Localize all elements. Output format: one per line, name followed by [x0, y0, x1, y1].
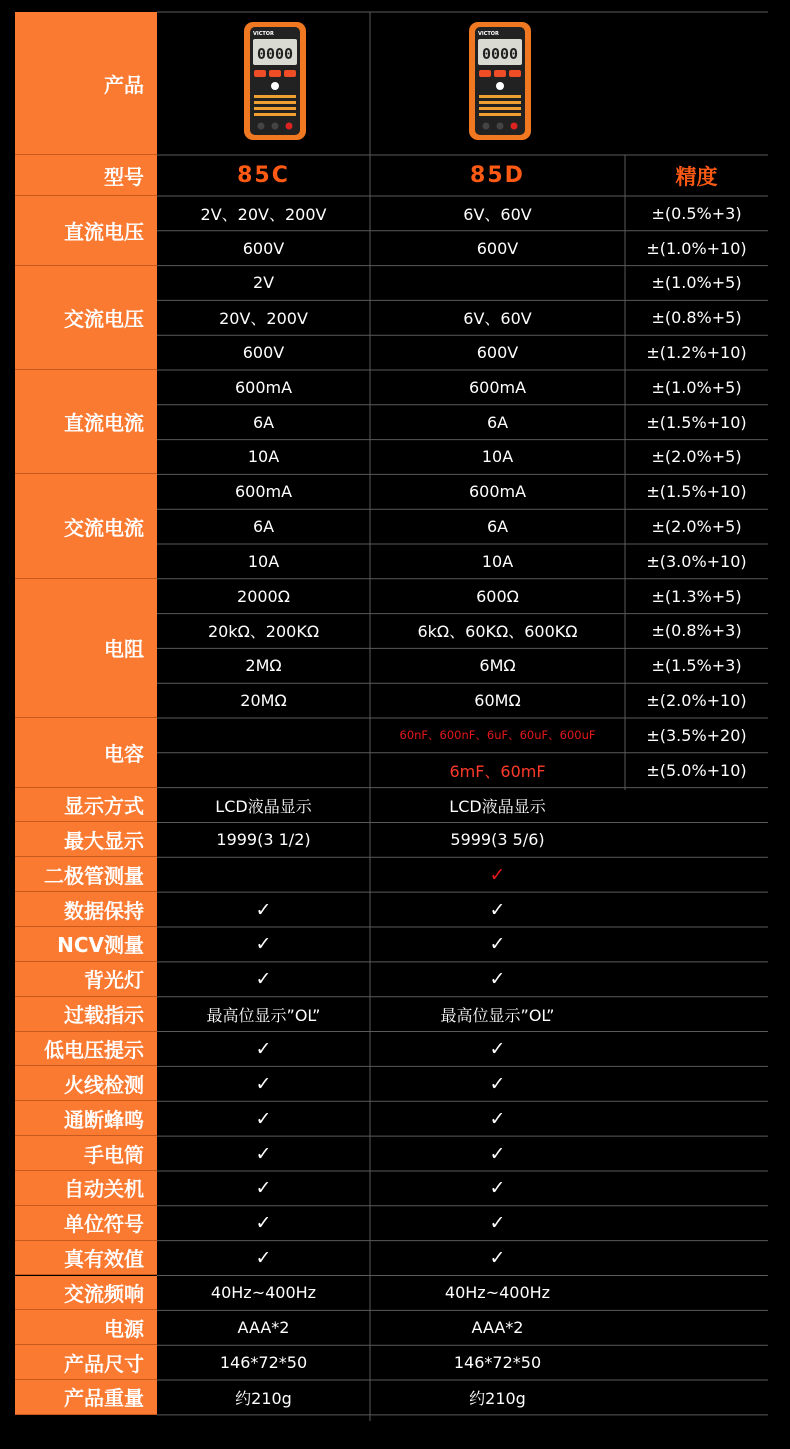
feature-85d-value: ✓ — [489, 1247, 506, 1270]
multimeter-85d-image — [469, 22, 531, 144]
spec-85c-value: 600V — [242, 343, 285, 363]
accuracy-value: ±(5.0%+10) — [646, 760, 747, 780]
spec-85d-value: 600Ω — [476, 586, 519, 606]
row-header-feature: 单位符号 — [15, 1206, 157, 1241]
feature-85c-value: ✓ — [255, 968, 272, 991]
feature-85d-value: ✓ — [489, 863, 506, 886]
row-header-dc-voltage: 直流电压 — [15, 196, 157, 266]
row-header-feature: 手电筒 — [15, 1136, 157, 1171]
accuracy-value: ±(1.5%+10) — [646, 482, 747, 502]
row-header-feature: 低电压提示 — [15, 1032, 157, 1067]
accuracy-value: ±(3.5%+20) — [646, 725, 747, 745]
row-header-model: 型号 — [15, 155, 157, 196]
feature-85d-value: ✓ — [489, 1177, 506, 1200]
row-header-capacitance: 电容 — [15, 718, 157, 788]
spec-85c-value: 20kΩ、200KΩ — [207, 622, 320, 642]
feature-85d-value: ✓ — [489, 898, 506, 921]
spec-85c-value: 10A — [247, 447, 280, 467]
accuracy-value: ±(3.0%+10) — [646, 551, 747, 571]
spec-85d-value: 60nF、600nF、6uF、60uF、600uF — [399, 728, 596, 743]
feature-85d-value: 40Hz~400Hz — [444, 1283, 551, 1303]
feature-85d-value: 146*72*50 — [453, 1353, 542, 1373]
feature-85c-value: 1999(3 1/2) — [216, 830, 311, 850]
feature-85d-value: ✓ — [489, 968, 506, 991]
row-header-feature: 二极管测量 — [15, 857, 157, 892]
feature-85c-value: ✓ — [255, 1037, 272, 1060]
spec-85d-value: 6A — [486, 517, 509, 537]
spec-85c-value: 600V — [242, 238, 285, 258]
meter-lcd-text: 0000 — [481, 45, 519, 63]
row-header-feature: 火线检测 — [15, 1066, 157, 1101]
feature-85c-value: 最高位显示”OL” — [206, 1005, 321, 1025]
spec-85c-value — [157, 718, 370, 753]
spec-85c-value: 6A — [252, 412, 275, 432]
feature-85d-value: LCD液晶显示 — [449, 796, 546, 816]
feature-85d-value: AAA*2 — [471, 1318, 524, 1338]
accuracy-value: ±(0.5%+3) — [651, 203, 742, 223]
spec-85c-value: 6A — [252, 517, 275, 537]
feature-85c-value: ✓ — [255, 898, 272, 921]
feature-85c-value: ✓ — [255, 1072, 272, 1095]
model-85c: 85C — [237, 163, 290, 188]
row-header-feature: 真有效值 — [15, 1241, 157, 1276]
spec-85d-value: 6kΩ、60KΩ、600KΩ — [417, 622, 578, 642]
spec-85d-value: 6V、60V — [463, 204, 532, 224]
feature-85c-value: 146*72*50 — [219, 1353, 308, 1373]
accuracy-value: ±(0.8%+5) — [651, 308, 742, 328]
feature-85c-value — [157, 857, 370, 892]
row-header-ac-voltage: 交流电压 — [15, 266, 157, 370]
feature-85c-value: ✓ — [255, 1107, 272, 1130]
feature-85d-value: ✓ — [489, 1212, 506, 1235]
meter-brand-text: VICTOR — [253, 31, 274, 37]
feature-85c-value: ✓ — [255, 1177, 272, 1200]
accuracy-value: ±(1.5%+10) — [646, 412, 747, 432]
feature-85c-value: AAA*2 — [237, 1318, 290, 1338]
row-header-feature: 自动关机 — [15, 1171, 157, 1206]
spec-85c-value: 2000Ω — [237, 586, 290, 606]
spec-85d-value: 600mA — [468, 377, 527, 397]
accuracy-value: ±(1.0%+5) — [651, 273, 742, 293]
feature-85d-value: ✓ — [489, 1072, 506, 1095]
feature-85d-value: 约210g — [469, 1388, 526, 1408]
spec-85d-value: 6MΩ — [479, 656, 516, 676]
row-header-product: 产品 — [15, 12, 157, 155]
meter-brand-text: VICTOR — [478, 31, 499, 37]
spec-85d-value — [370, 266, 625, 301]
row-header-feature: 产品尺寸 — [15, 1345, 157, 1380]
spec-85d-value: 6A — [486, 412, 509, 432]
feature-85c-value: ✓ — [255, 1247, 272, 1270]
row-header-feature: 显示方式 — [15, 788, 157, 823]
multimeter-85c-image — [244, 22, 306, 144]
spec-85c-value: 2V — [252, 273, 275, 293]
accuracy-value: ±(0.8%+3) — [651, 621, 742, 641]
row-header-feature: NCV测量 — [15, 927, 157, 962]
spec-85c-value: 2MΩ — [245, 656, 282, 676]
feature-85d-value: 最高位显示”OL” — [440, 1005, 555, 1025]
accuracy-value: ±(1.3%+5) — [651, 586, 742, 606]
row-header-feature: 交流频响 — [15, 1276, 157, 1311]
spec-85d-value: 10A — [481, 447, 514, 467]
spec-85d-value: 600V — [476, 238, 519, 258]
spec-85c-value: 20V、200V — [219, 309, 308, 329]
row-header-feature: 通断蜂鸣 — [15, 1101, 157, 1136]
row-header-feature: 数据保持 — [15, 892, 157, 927]
row-header-ac-current: 交流电流 — [15, 474, 157, 578]
spec-85c-value: 2V、20V、200V — [200, 204, 327, 224]
accuracy-value: ±(2.0%+5) — [651, 517, 742, 537]
accuracy-value: ±(2.0%+10) — [646, 691, 747, 711]
feature-85d-value: ✓ — [489, 933, 506, 956]
feature-85d-value: ✓ — [489, 1142, 506, 1165]
feature-85c-value: ✓ — [255, 1142, 272, 1165]
spec-85d-value: 6V、60V — [463, 309, 532, 329]
spec-85c-value: 600mA — [234, 482, 293, 502]
row-header-feature: 产品重量 — [15, 1380, 157, 1415]
feature-85d-value: ✓ — [489, 1107, 506, 1130]
spec-85c-value: 10A — [247, 551, 280, 571]
accuracy-value: ±(1.5%+3) — [651, 656, 742, 676]
spec-85d-value: 6mF、60mF — [449, 761, 546, 781]
row-header-feature: 最大显示 — [15, 822, 157, 857]
feature-85d-value: 5999(3 5/6) — [450, 830, 545, 850]
spec-85d-value: 600mA — [468, 482, 527, 502]
feature-85c-value: 40Hz~400Hz — [210, 1283, 317, 1303]
row-header-feature: 过载指示 — [15, 997, 157, 1032]
accuracy-value: ±(1.2%+10) — [646, 343, 747, 363]
row-header-feature: 电源 — [15, 1310, 157, 1345]
feature-85c-value: LCD液晶显示 — [215, 796, 312, 816]
row-header-dc-current: 直流电流 — [15, 370, 157, 474]
feature-85c-value: ✓ — [255, 933, 272, 956]
spec-85d-value: 60MΩ — [474, 691, 521, 711]
spec-85c-value — [157, 753, 370, 788]
spec-85c-value: 20MΩ — [240, 691, 287, 711]
accuracy-value: ±(2.0%+5) — [651, 447, 742, 467]
accuracy-header: 精度 — [675, 164, 718, 189]
row-header-feature: 背光灯 — [15, 962, 157, 997]
feature-85c-value: 约210g — [235, 1388, 292, 1408]
feature-85d-value: ✓ — [489, 1037, 506, 1060]
spec-85c-value: 600mA — [234, 377, 293, 397]
feature-85c-value: ✓ — [255, 1212, 272, 1235]
row-header-resistance: 电阻 — [15, 579, 157, 718]
meter-lcd-text: 0000 — [256, 45, 294, 63]
accuracy-value: ±(1.0%+5) — [651, 377, 742, 397]
spec-85d-value: 600V — [476, 343, 519, 363]
spec-85d-value: 10A — [481, 551, 514, 571]
model-85d: 85D — [470, 163, 525, 188]
accuracy-value: ±(1.0%+10) — [646, 238, 747, 258]
